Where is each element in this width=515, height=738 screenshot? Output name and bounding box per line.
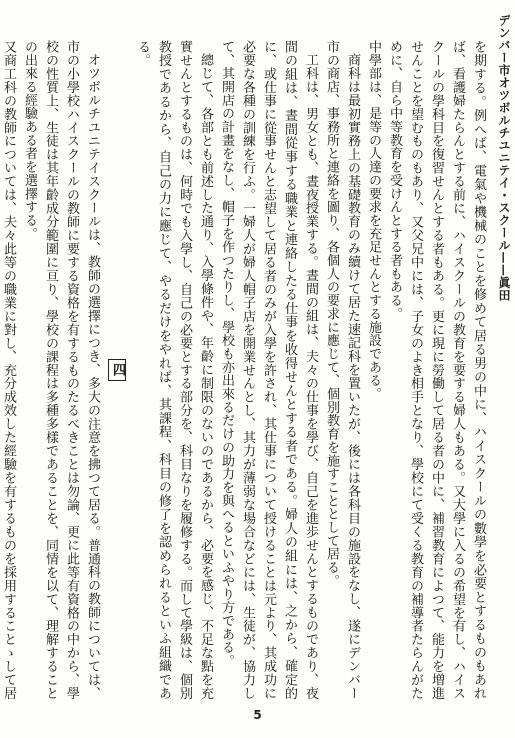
paragraph: 中學部は、是等の人達の要求を充足せんとする施設である。	[366, 40, 381, 401]
paragraph: 又商工科の教師については、夫々此等の職業に對し、充分成效した經驗を有するものを採用することゝして居	[1, 40, 16, 700]
running-header: デンバー市オツボルチユニテイ・スクール——眞田	[497, 14, 511, 302]
body-text	[1, 40, 489, 700]
paragraph: オツボルチユニテイスクールは、教師の選擇につき、多大の注意を拂つて居る。普通科の教師については、市の小學校ハイスクールの教師に要する資格を有するものたるべきことは勿論、更に此等有資格の中から、學校の性質上、生徒は其年齡成分範圍に亘り、學校の課程は多種多樣であることを、同情を以て、理解することの出來る經驗ある者を選擇する。	[22, 40, 100, 700]
paragraph: を期する。例へば、電氣や機械のことを修めて居る男の中に、ハイスクールの數學を必要とするものもあれば、看護婦たらんとする前に、ハイスクールの教育を要する婦人もある。又大學に入るの希望を有し、ハイスクールの學科目を復習せんとする者もある。更に現に勞働して居る者の中に、補習教育によつて、能力を増進せんことを望むものもあり、又父兄中には、子女のよき相手となり、學校にて受くる教育の補導者たらんがために、自ら中等教育を受けんとする者もある。	[387, 40, 486, 700]
section-number: 四	[108, 359, 126, 380]
section-heading	[107, 40, 128, 700]
paragraph: 工科は、男女とも、晝夜授業する。晝間の組は、夫々の仕事を學び、自己を進歩せんとするものであり、夜間の組は、晝間從事する職業と連絡したる仕事を收得せんとする者である。婦人の組には、之から、確定的に、或仕事に從事せんと志望して居る者のみが入學を許され、其仕事について授けることは元より、其成功に必要な各種の訓練を行ふ。一婦人が婦人帽子店を開業せんとし、其力が薄弱な場合などには、生徒が、協力して、其開店の計畫をなし、帽子を作つたりし、學校も亦出來るだけの助力を與へるといふやり方である。	[219, 40, 318, 700]
paragraph: 商科は最初實務上の基礎教育のみ續けて居た速記科を置いたが、後には各科目の施設をなし、遂にデンバー市の商店、事務所と連絡を圖り、各個人の要求に應じて、個別教育を施すこととして居る。	[324, 40, 360, 700]
page-number: 5	[253, 708, 262, 722]
paragraph: 總じて、各部とも前述した通り、入學條件や、年齡に制限のないのであるから、必要を感じ、不足な點を充實せんとするものは、何時でも入學し、自己の必要とする部分を、科目なりを履修する。而して學級は、個別教授であるから、自己の力に應じて、やるだけをやれば、其課程、科目の修了を認められるといふ組織である。	[135, 40, 213, 700]
